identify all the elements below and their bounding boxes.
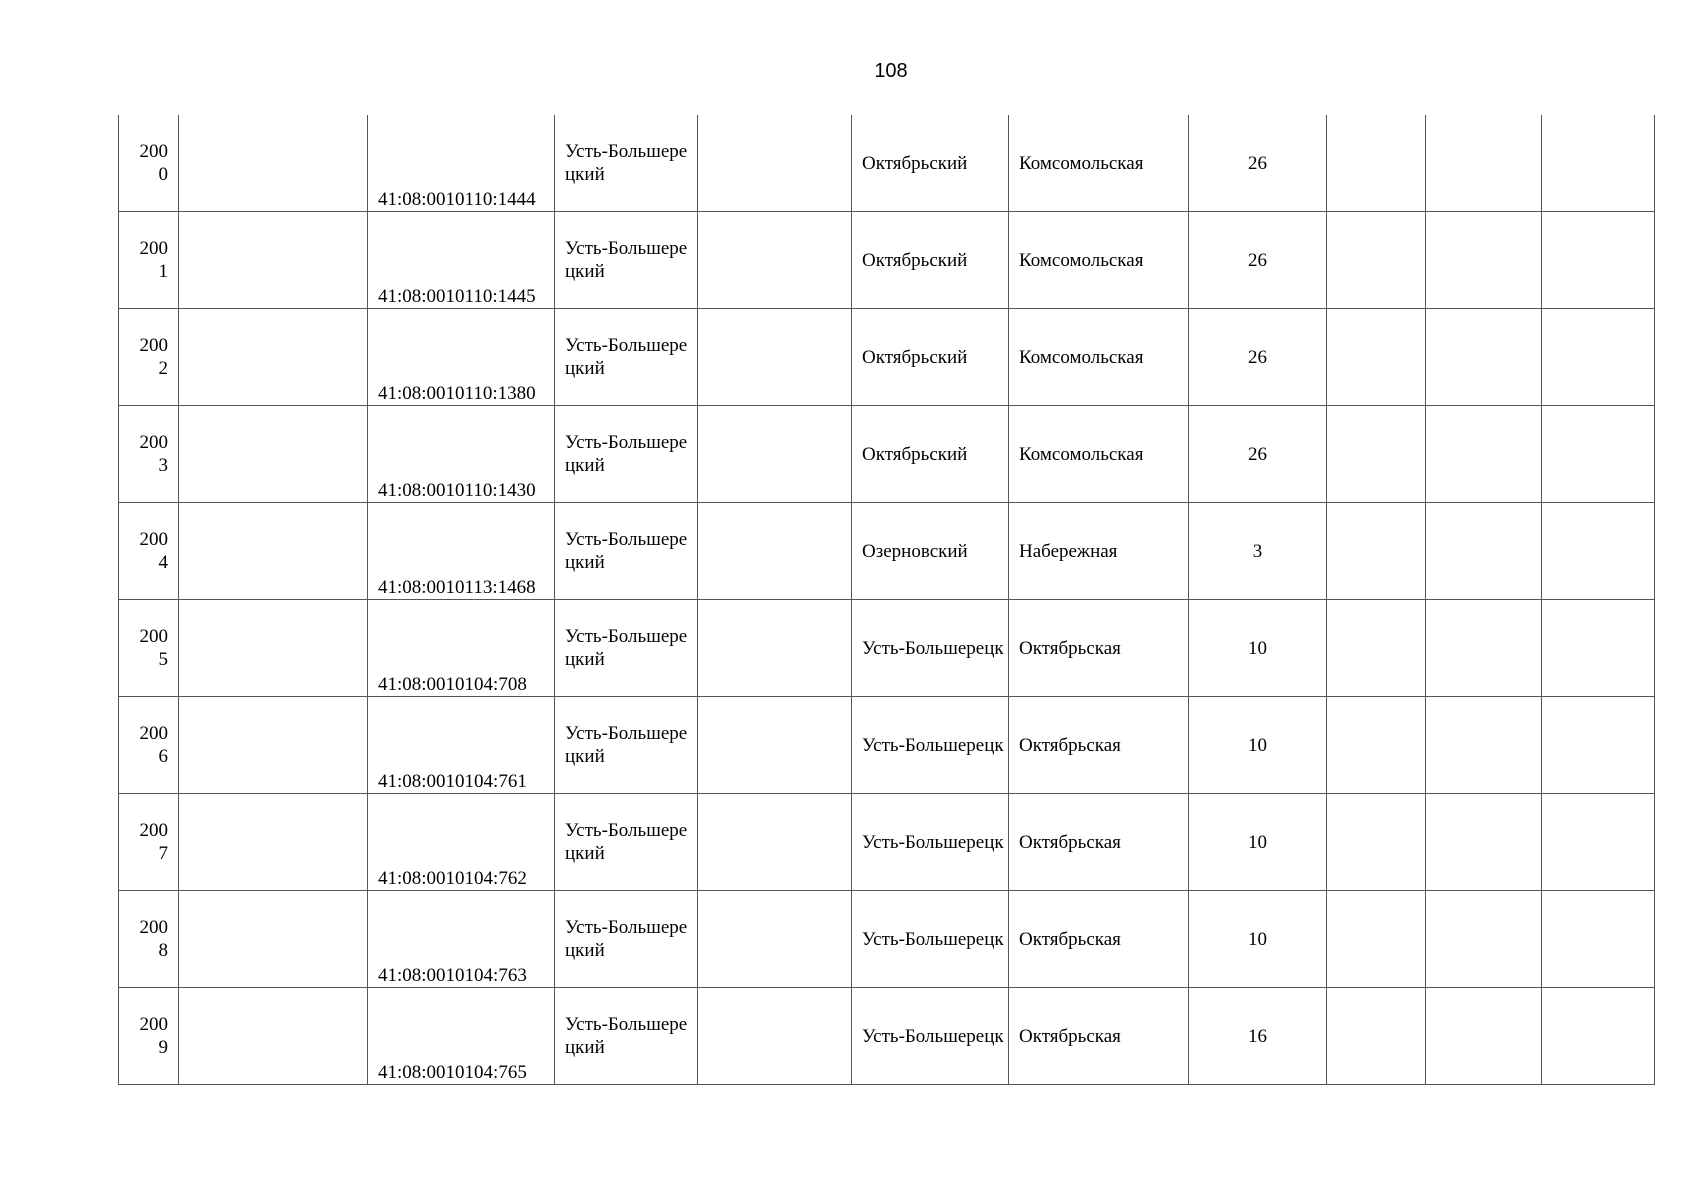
row-number-cell: 2008 [119, 891, 179, 988]
house-cell: 10 [1189, 891, 1327, 988]
empty-cell [1327, 406, 1426, 503]
locality-cell: Октябрьский [852, 212, 1009, 309]
empty-cell [1542, 212, 1655, 309]
house-cell: 10 [1189, 697, 1327, 794]
locality-cell: Усть-Большерецк [852, 600, 1009, 697]
empty-cell [1426, 212, 1542, 309]
table-row [119, 115, 1655, 212]
empty-cell [698, 988, 852, 1085]
row-number-cell: 2006 [119, 697, 179, 794]
street-cell: Октябрьская [1009, 988, 1189, 1085]
table-row [119, 406, 1655, 503]
empty-cell [179, 115, 368, 212]
street-cell: Комсомольская [1009, 212, 1189, 309]
empty-cell [1542, 794, 1655, 891]
cadastral-number-cell: 41:08:0010113:1468 [368, 503, 555, 600]
empty-cell [179, 697, 368, 794]
house-cell: 10 [1189, 794, 1327, 891]
empty-cell [1542, 988, 1655, 1085]
empty-cell [179, 600, 368, 697]
house-cell: 10 [1189, 600, 1327, 697]
table-row [119, 503, 1655, 600]
cadastral-number-cell: 41:08:0010104:762 [368, 794, 555, 891]
empty-cell [1327, 309, 1426, 406]
locality-cell: Октябрьский [852, 406, 1009, 503]
locality-cell: Озерновский [852, 503, 1009, 600]
cadastral-number-cell: 41:08:0010110:1445 [368, 212, 555, 309]
row-number-cell: 2000 [119, 115, 179, 212]
empty-cell [698, 115, 852, 212]
locality-cell: Усть-Большерецк [852, 794, 1009, 891]
registry-table [118, 115, 1655, 1085]
empty-cell [698, 406, 852, 503]
empty-cell [1426, 988, 1542, 1085]
empty-cell [1426, 794, 1542, 891]
empty-cell [179, 891, 368, 988]
table-row [119, 988, 1655, 1085]
empty-cell [1542, 697, 1655, 794]
empty-cell [1327, 891, 1426, 988]
row-number-cell: 2004 [119, 503, 179, 600]
empty-cell [1542, 309, 1655, 406]
empty-cell [1426, 406, 1542, 503]
empty-cell [179, 212, 368, 309]
table-row [119, 212, 1655, 309]
district-cell: Усть-Большерецкий [555, 503, 698, 600]
locality-cell: Усть-Большерецк [852, 891, 1009, 988]
cadastral-number-cell: 41:08:0010110:1380 [368, 309, 555, 406]
row-number-cell: 2002 [119, 309, 179, 406]
row-number-cell: 2003 [119, 406, 179, 503]
empty-cell [1426, 309, 1542, 406]
district-cell: Усть-Большерецкий [555, 600, 698, 697]
page-number: 108 [874, 60, 908, 82]
empty-cell [1426, 697, 1542, 794]
empty-cell [1327, 600, 1426, 697]
empty-cell [698, 794, 852, 891]
street-cell: Октябрьская [1009, 794, 1189, 891]
table-row [119, 309, 1655, 406]
row-number-cell: 2005 [119, 600, 179, 697]
empty-cell [1542, 406, 1655, 503]
empty-cell [1542, 503, 1655, 600]
empty-cell [1542, 600, 1655, 697]
empty-cell [698, 697, 852, 794]
empty-cell [1426, 503, 1542, 600]
empty-cell [1327, 988, 1426, 1085]
empty-cell [1542, 115, 1655, 212]
empty-cell [698, 309, 852, 406]
district-cell: Усть-Большерецкий [555, 988, 698, 1085]
street-cell: Октябрьская [1009, 600, 1189, 697]
empty-cell [1327, 115, 1426, 212]
table-row [119, 600, 1655, 697]
cadastral-number-cell: 41:08:0010104:708 [368, 600, 555, 697]
cadastral-number-cell: 41:08:0010104:761 [368, 697, 555, 794]
empty-cell [179, 406, 368, 503]
street-cell: Набережная [1009, 503, 1189, 600]
district-cell: Усть-Большерецкий [555, 697, 698, 794]
cadastral-number-cell: 41:08:0010104:765 [368, 988, 555, 1085]
locality-cell: Октябрьский [852, 309, 1009, 406]
empty-cell [1327, 794, 1426, 891]
empty-cell [179, 503, 368, 600]
district-cell: Усть-Большерецкий [555, 891, 698, 988]
empty-cell [698, 503, 852, 600]
row-number-cell: 2001 [119, 212, 179, 309]
empty-cell [179, 988, 368, 1085]
house-cell: 16 [1189, 988, 1327, 1085]
empty-cell [1327, 212, 1426, 309]
table-row [119, 697, 1655, 794]
house-cell: 26 [1189, 212, 1327, 309]
empty-cell [179, 309, 368, 406]
table-row [119, 794, 1655, 891]
locality-cell: Усть-Большерецк [852, 988, 1009, 1085]
empty-cell [698, 891, 852, 988]
district-cell: Усть-Большерецкий [555, 115, 698, 212]
empty-cell [179, 794, 368, 891]
street-cell: Октябрьская [1009, 697, 1189, 794]
cadastral-number-cell: 41:08:0010110:1430 [368, 406, 555, 503]
house-cell: 26 [1189, 115, 1327, 212]
empty-cell [1327, 697, 1426, 794]
street-cell: Комсомольская [1009, 406, 1189, 503]
house-cell: 3 [1189, 503, 1327, 600]
empty-cell [1542, 891, 1655, 988]
district-cell: Усть-Большерецкий [555, 212, 698, 309]
street-cell: Октябрьская [1009, 891, 1189, 988]
district-cell: Усть-Большерецкий [555, 309, 698, 406]
locality-cell: Октябрьский [852, 115, 1009, 212]
street-cell: Комсомольская [1009, 115, 1189, 212]
empty-cell [1327, 503, 1426, 600]
row-number-cell: 2009 [119, 988, 179, 1085]
empty-cell [1426, 115, 1542, 212]
district-cell: Усть-Большерецкий [555, 794, 698, 891]
empty-cell [698, 212, 852, 309]
table-row [119, 891, 1655, 988]
street-cell: Комсомольская [1009, 309, 1189, 406]
district-cell: Усть-Большерецкий [555, 406, 698, 503]
cadastral-number-cell: 41:08:0010104:763 [368, 891, 555, 988]
empty-cell [698, 600, 852, 697]
house-cell: 26 [1189, 406, 1327, 503]
empty-cell [1426, 600, 1542, 697]
row-number-cell: 2007 [119, 794, 179, 891]
cadastral-number-cell: 41:08:0010110:1444 [368, 115, 555, 212]
house-cell: 26 [1189, 309, 1327, 406]
empty-cell [1426, 891, 1542, 988]
locality-cell: Усть-Большерецк [852, 697, 1009, 794]
